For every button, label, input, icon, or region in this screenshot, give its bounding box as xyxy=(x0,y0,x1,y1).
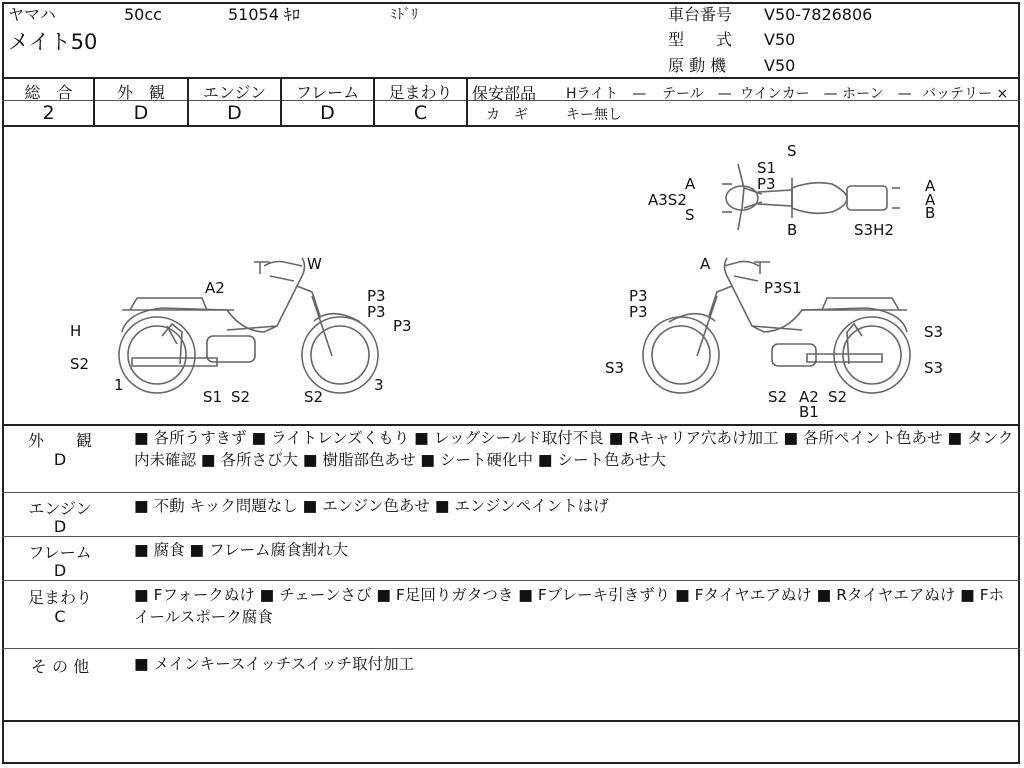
label-top-S-b: S xyxy=(685,206,695,224)
label-left-S2-c: S2 xyxy=(304,388,324,406)
label-top-S: S xyxy=(787,142,797,160)
label-left-S2: S2 xyxy=(70,355,90,373)
safety-tail: テール — xyxy=(662,86,732,102)
safety-headlight: Hライト — xyxy=(566,86,647,102)
section-exterior-text: ■ 各所うすきず ■ ライトレンズくもり ■ レッグシールド取付不良 ■ Rキャリア穴あけ加工 ■ 各所ペイント色あせ ■ タンク内未確認 ■ 各所さび大 ■ 樹脂部色あせ ■ シート硬化中 ■ シート色あせ大 xyxy=(134,429,1014,469)
section-exterior-label: 外 観 xyxy=(27,431,92,450)
section-other-label: そ の 他 xyxy=(30,657,90,676)
label-top-P3: P3 xyxy=(757,175,776,193)
label-top-A-r1: A xyxy=(925,177,936,195)
label-right-S3-2: S3 xyxy=(605,359,625,377)
section-engine-text: ■ 不動 キック問題なし ■ エンジン色あせ ■ エンジンペイントはげ xyxy=(134,497,609,515)
label-right-B1: B1 xyxy=(799,403,819,421)
label-right-P3S1: P3S1 xyxy=(764,279,802,297)
label-left-1: 1 xyxy=(114,376,124,394)
type-label: 型 式 xyxy=(668,30,733,49)
label-left-W: W xyxy=(307,255,322,273)
label-right-S2: S2 xyxy=(768,388,788,406)
maker: ヤマハ xyxy=(8,5,56,24)
section-frame-text: ■ 腐食 ■ フレーム腐食割れ大 xyxy=(134,541,348,559)
grade-suspension-value: C xyxy=(413,102,428,124)
section-engine-label: エンジン xyxy=(28,499,92,518)
label-top-A3S2: A3S2 xyxy=(648,191,687,209)
section-frame-grade: D xyxy=(53,561,67,580)
label-top-B-r: B xyxy=(925,204,936,222)
grade-frame-label: フレーム xyxy=(295,83,360,102)
label-top-A: A xyxy=(685,175,696,193)
label-left-3: 3 xyxy=(374,376,384,394)
model-name: メイト50 xyxy=(8,30,98,54)
label-right-P3-2: P3 xyxy=(629,303,648,321)
section-engine-grade: D xyxy=(53,517,67,536)
mileage: 51054 ｷﾛ xyxy=(228,5,300,24)
section-suspension-grade: C xyxy=(54,607,66,626)
grade-engine-label: エンジン xyxy=(202,83,267,102)
section-other-text: ■ メインキースイッチスイッチ取付加工 xyxy=(134,655,415,673)
safety-winker: ウインカー — xyxy=(740,86,838,102)
section-frame-label: フレーム xyxy=(28,543,92,562)
section-suspension-label: 足まわり xyxy=(27,588,92,607)
key-value: キー無し xyxy=(566,107,622,123)
label-top-S1: S1 xyxy=(757,159,777,177)
label-left-P3-3: P3 xyxy=(393,317,412,335)
safety-horn: ホーン — xyxy=(842,86,912,102)
label-right-A: A xyxy=(700,255,711,273)
label-right-S3-3: S3 xyxy=(924,359,944,377)
label-left-P3-2: P3 xyxy=(367,303,386,321)
damage-diagram xyxy=(2,126,1020,424)
label-left-P3-1: P3 xyxy=(367,287,386,305)
grade-total-label: 総 合 xyxy=(24,83,73,102)
grade-engine-value: D xyxy=(227,102,242,124)
grade-total-value: 2 xyxy=(42,102,55,124)
grade-exterior-label: 外 観 xyxy=(116,83,165,102)
grade-frame-value: D xyxy=(320,102,335,124)
frame-no-label: 車台番号 xyxy=(668,5,733,24)
label-right-S3-1: S3 xyxy=(924,323,944,341)
label-right-P3-1: P3 xyxy=(629,287,648,305)
label-left-S1: S1 xyxy=(203,388,223,406)
label-right-A2: A2 xyxy=(799,388,819,406)
safety-title: 保安部品 xyxy=(472,84,537,103)
displacement: 50cc xyxy=(124,5,162,24)
grade-exterior-value: D xyxy=(133,102,149,124)
section-exterior-grade: D xyxy=(53,450,67,469)
label-top-A-r2: A xyxy=(925,191,936,209)
safety-battery: バッテリー × xyxy=(922,86,1009,102)
engine-value: V50 xyxy=(764,56,796,75)
label-right-S2-b: S2 xyxy=(828,388,848,406)
type-value: V50 xyxy=(764,30,796,49)
color: ﾐﾄﾞﾘ xyxy=(390,7,418,23)
grade-suspension-label: 足まわり xyxy=(388,83,453,102)
label-top-S3H2: S3H2 xyxy=(854,221,894,239)
label-left-S2-b: S2 xyxy=(231,388,251,406)
left-side-bike xyxy=(119,258,378,393)
section-suspension-text: ■ Fフォークぬけ ■ チェーンさび ■ F足回りガタつき ■ Fブレーキ引きずり ■ Fタイヤエアぬけ ■ Rタイヤエアぬけ ■ Fホイールスポーク腐食 xyxy=(134,586,1005,626)
key-label: カ ギ xyxy=(486,107,528,123)
label-top-B: B xyxy=(787,221,798,239)
label-left-A2: A2 xyxy=(205,279,225,297)
frame-no: V50-7826806 xyxy=(764,5,873,24)
engine-label: 原 動 機 xyxy=(668,56,727,75)
label-left-H: H xyxy=(70,322,82,340)
